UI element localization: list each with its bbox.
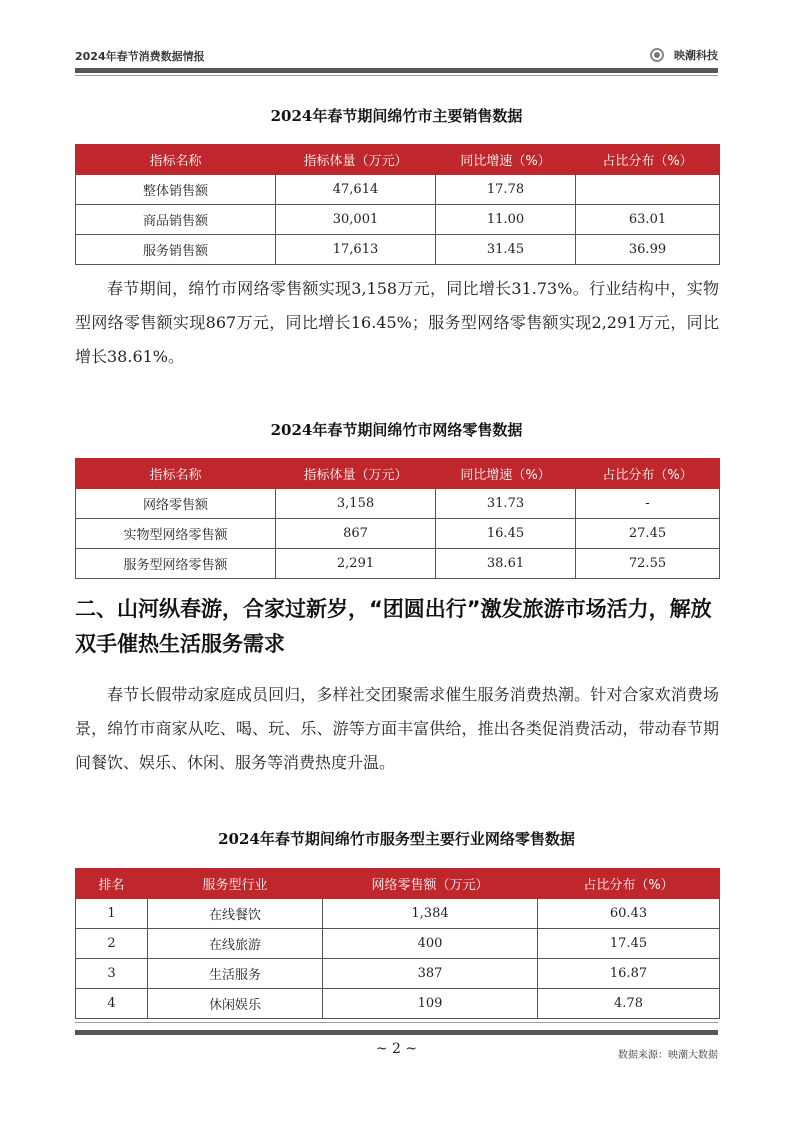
column-header: 占比分布（%） (538, 869, 720, 899)
footer-rule-thin (75, 1022, 718, 1023)
table-row (76, 549, 720, 579)
column-header: 占比分布（%） (576, 145, 720, 175)
table-cell: 服务型网络零售额 (76, 549, 276, 579)
table-cell: 3,158 (276, 489, 436, 519)
table-cell: 11.00 (436, 205, 576, 235)
table-cell: 16.87 (538, 959, 720, 989)
table1-title: 2024年春节期间绵竹市主要销售数据 (270, 107, 523, 125)
footer-rule-thick (75, 1030, 718, 1035)
page-header (75, 44, 718, 66)
table-cell: - (576, 489, 720, 519)
table-cell: 1,384 (323, 899, 538, 929)
report-title: 2024年春节消费数据情报 (75, 50, 205, 63)
table-cell: 16.45 (436, 519, 576, 549)
table-header-row (76, 145, 720, 175)
table-cell: 2 (76, 929, 148, 959)
table-row (76, 519, 720, 549)
table2-title: 2024年春节期间绵竹市网络零售数据 (270, 421, 523, 439)
column-header: 指标名称 (76, 145, 276, 175)
table-row (76, 959, 720, 989)
table-cell: 36.99 (576, 235, 720, 265)
table-row (76, 235, 720, 265)
table-cell: 在线旅游 (148, 929, 323, 959)
table-cell: 3 (76, 959, 148, 989)
section-heading: 二、山河纵春游，合家过新岁，“团圆出行”激发旅游市场活力，解放双手催热生活服务需求 (75, 597, 712, 656)
table-cell: 1 (76, 899, 148, 929)
table2 (75, 458, 720, 579)
table-cell: 服务销售额 (76, 235, 276, 265)
table-cell: 4 (76, 989, 148, 1019)
table-row (76, 175, 720, 205)
header-rule-thick (75, 68, 718, 73)
table-row (76, 489, 720, 519)
table-cell: 实物型网络零售额 (76, 519, 276, 549)
table-cell: 72.55 (576, 549, 720, 579)
table-cell: 400 (323, 929, 538, 959)
table-cell: 47,614 (276, 175, 436, 205)
table-cell: 17.78 (436, 175, 576, 205)
table-cell: 网络零售额 (76, 489, 276, 519)
table-cell: 休闲娱乐 (148, 989, 323, 1019)
column-header: 网络零售额（万元） (323, 869, 538, 899)
table-cell: 109 (323, 989, 538, 1019)
table-cell: 867 (276, 519, 436, 549)
table-cell (576, 175, 720, 205)
column-header: 占比分布（%） (576, 459, 720, 489)
column-header: 指标体量（万元） (276, 145, 436, 175)
table-cell: 2,291 (276, 549, 436, 579)
table-cell: 60.43 (538, 899, 720, 929)
column-header: 同比增速（%） (436, 145, 576, 175)
body-paragraph-2: 春节长假带动家庭成员回归，多样社交团聚需求催生服务消费热潮。针对合家欢消费场景，绵竹市商家从吃、喝、玩、乐、游等方面丰富供给，推出各类促消费活动，带动春节期间餐饮、娱乐、休闲、服务等消费热度升温。 (75, 685, 719, 772)
table-header-row (76, 459, 720, 489)
table-cell: 387 (323, 959, 538, 989)
column-header: 同比增速（%） (436, 459, 576, 489)
column-header: 服务型行业 (148, 869, 323, 899)
header-rule-thin (75, 75, 718, 76)
table-cell: 17.45 (538, 929, 720, 959)
page-number: ~ 2 ~ (375, 1041, 418, 1057)
table3-title: 2024年春节期间绵竹市服务型主要行业网络零售数据 (218, 830, 575, 848)
brand-name: 映潮科技 (674, 49, 718, 62)
body-paragraph-1: 春节期间，绵竹市网络零售额实现3,158万元，同比增长31.73%。行业结构中，实物型网络零售额实现867万元，同比增长16.45%；服务型网络零售额实现2,291万元，同比增长38.61%。 (75, 279, 719, 366)
table3 (75, 868, 720, 1019)
table-cell: 30,001 (276, 205, 436, 235)
table-cell: 27.45 (576, 519, 720, 549)
brand-block (650, 47, 718, 63)
table-cell: 在线餐饮 (148, 899, 323, 929)
table1 (75, 144, 720, 265)
table-cell: 38.61 (436, 549, 576, 579)
table-cell: 63.01 (576, 205, 720, 235)
table-row (76, 929, 720, 959)
table-cell: 17,613 (276, 235, 436, 265)
table-row (76, 205, 720, 235)
table-row (76, 899, 720, 929)
table-cell: 商品销售额 (76, 205, 276, 235)
circle-logo-icon (650, 48, 664, 62)
column-header: 指标名称 (76, 459, 276, 489)
column-header: 指标体量（万元） (276, 459, 436, 489)
data-source: 数据来源：映潮大数据 (618, 1050, 718, 1061)
table-cell: 生活服务 (148, 959, 323, 989)
table-cell: 整体销售额 (76, 175, 276, 205)
table-header-row (76, 869, 720, 899)
table-row (76, 989, 720, 1019)
table-cell: 4.78 (538, 989, 720, 1019)
column-header: 排名 (76, 869, 148, 899)
table-cell: 31.45 (436, 235, 576, 265)
table-cell: 31.73 (436, 489, 576, 519)
